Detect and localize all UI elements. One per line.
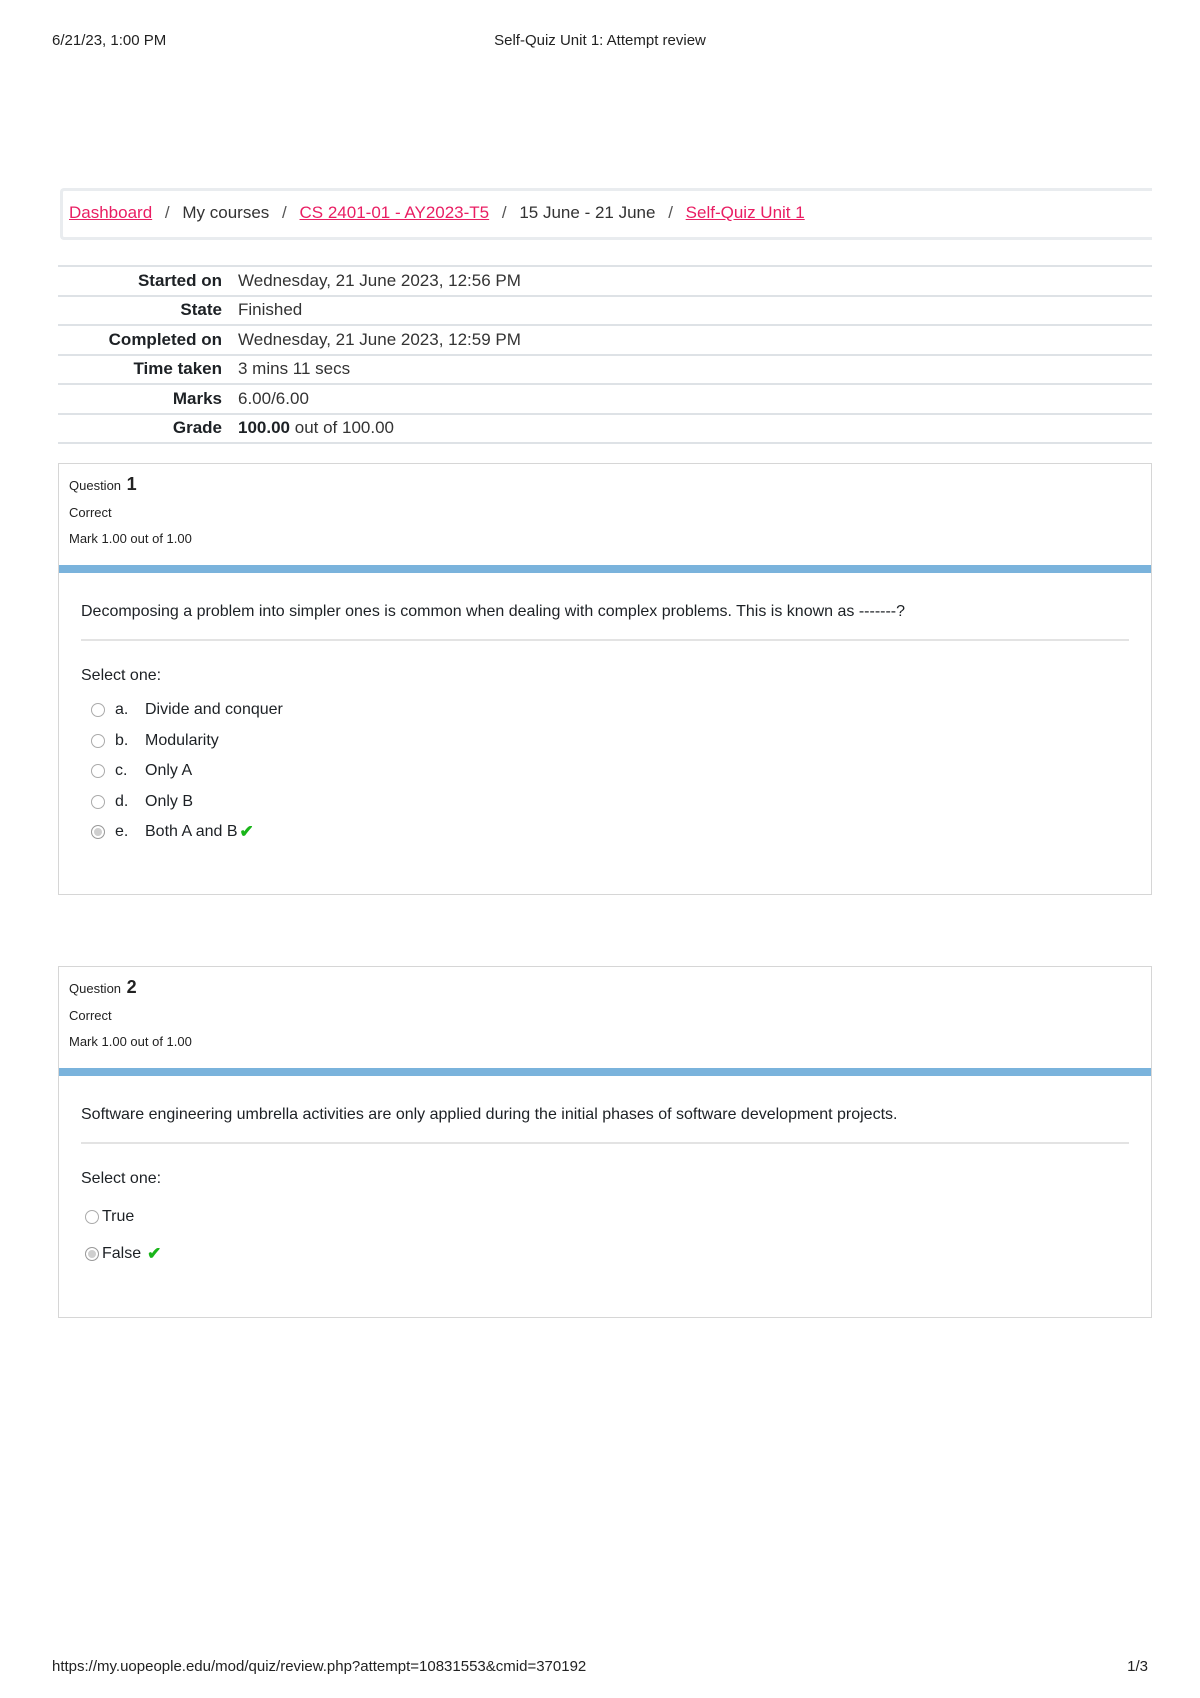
radio-button-selected[interactable] — [85, 1247, 99, 1261]
check-icon: ✔ — [239, 822, 254, 842]
answer-option-e[interactable] — [81, 817, 1129, 848]
question-info — [59, 464, 1151, 565]
summary-row-completed — [58, 325, 1152, 355]
breadcrumb-dashboard-link[interactable]: Dashboard — [69, 203, 153, 222]
radio-button[interactable] — [85, 1210, 99, 1224]
option-letter: b. — [115, 731, 129, 749]
option-text: Divide and conquer — [145, 701, 283, 719]
breadcrumb — [60, 188, 1152, 240]
answer-option-b[interactable] — [81, 726, 1129, 757]
breadcrumb-my-courses: My courses — [182, 203, 270, 222]
summary-label: Time taken — [133, 359, 222, 379]
summary-value: Finished — [238, 300, 303, 320]
grade-score: 100.00 — [238, 418, 290, 438]
summary-value: Wednesday, 21 June 2023, 12:56 PM — [238, 270, 521, 290]
print-url: https://my.uopeople.edu/mod/quiz/review.php?attempt=10831553&cmid=370192 — [52, 1658, 587, 1675]
question-content — [59, 573, 1151, 868]
option-text: Both A and B — [145, 823, 238, 841]
question-number-value: 2 — [126, 977, 137, 997]
question-divider-bar — [59, 1068, 1151, 1076]
question-1 — [58, 463, 1152, 895]
summary-label: Marks — [172, 388, 222, 408]
check-icon: ✔ — [147, 1243, 162, 1263]
attempt-summary-table — [58, 265, 1152, 444]
radio-button-selected[interactable] — [91, 825, 105, 839]
summary-row-grade — [58, 414, 1152, 444]
question-2 — [58, 966, 1152, 1318]
summary-label: Completed on — [108, 329, 222, 349]
grade-suffix: out of 100.00 — [294, 418, 394, 438]
question-state: Correct — [69, 1008, 112, 1023]
question-label: Question — [69, 478, 122, 493]
answer-option-d[interactable] — [81, 787, 1129, 818]
option-letter: d. — [115, 792, 129, 810]
breadcrumb-week: 15 June - 21 June — [519, 203, 656, 222]
option-text: Modularity — [145, 731, 219, 749]
question-divider-bar — [59, 565, 1151, 573]
question-text: Decomposing a problem into simpler ones is common when dealing with complex problems. This is known as -------? — [81, 603, 1129, 641]
question-mark: Mark 1.00 out of 1.00 — [69, 1034, 192, 1049]
breadcrumb-separator: / — [501, 203, 507, 222]
print-header — [52, 32, 1148, 52]
summary-label: Grade — [172, 418, 222, 438]
radio-button[interactable] — [91, 703, 105, 717]
summary-value: 6.00/6.00 — [238, 388, 309, 408]
summary-row-state — [58, 296, 1152, 326]
breadcrumb-course-link[interactable]: CS 2401-01 - AY2023-T5 — [299, 203, 490, 222]
summary-row-started — [58, 266, 1152, 296]
print-footer — [52, 1658, 1148, 1678]
print-date: 6/21/23, 1:00 PM — [52, 32, 167, 49]
answer-option-c[interactable] — [81, 756, 1129, 787]
radio-button[interactable] — [91, 734, 105, 748]
question-number — [69, 977, 1141, 998]
breadcrumb-quiz-link[interactable]: Self-Quiz Unit 1 — [685, 203, 805, 222]
summary-label: Started on — [137, 270, 222, 290]
option-letter: c. — [115, 762, 128, 780]
print-title: Self-Quiz Unit 1: Attempt review — [494, 32, 706, 49]
summary-value: 3 mins 11 secs — [238, 359, 351, 379]
question-text: Software engineering umbrella activities are only applied during the initial phases of software development projects. — [81, 1106, 1129, 1144]
option-letter: e. — [115, 823, 129, 841]
radio-button[interactable] — [91, 795, 105, 809]
question-state: Correct — [69, 505, 112, 520]
option-text: Only B — [145, 792, 194, 810]
question-label: Question — [69, 981, 122, 996]
question-number — [69, 474, 1141, 495]
print-page-number: 1/3 — [1127, 1658, 1148, 1675]
option-letter: a. — [115, 701, 129, 719]
summary-label: State — [180, 300, 222, 320]
question-info — [59, 967, 1151, 1068]
breadcrumb-separator: / — [164, 203, 170, 222]
breadcrumb-separator: / — [282, 203, 287, 222]
summary-row-time — [58, 355, 1152, 385]
option-text: False — [102, 1244, 142, 1262]
answer-option-true[interactable] — [81, 1198, 1129, 1235]
question-number-value: 1 — [126, 474, 137, 494]
select-one-prompt: Select one: — [81, 1170, 162, 1187]
answer-option-false[interactable] — [81, 1235, 1129, 1272]
question-content — [59, 1076, 1151, 1292]
summary-value — [238, 414, 1152, 444]
summary-row-marks — [58, 384, 1152, 414]
option-text: Only A — [145, 762, 193, 780]
summary-value: Wednesday, 21 June 2023, 12:59 PM — [238, 329, 521, 349]
answer-option-a[interactable] — [81, 695, 1129, 726]
select-one-prompt: Select one: — [81, 667, 162, 684]
question-mark: Mark 1.00 out of 1.00 — [69, 531, 192, 546]
radio-button[interactable] — [91, 764, 105, 778]
breadcrumb-separator: / — [668, 203, 673, 222]
option-text: True — [102, 1207, 135, 1225]
